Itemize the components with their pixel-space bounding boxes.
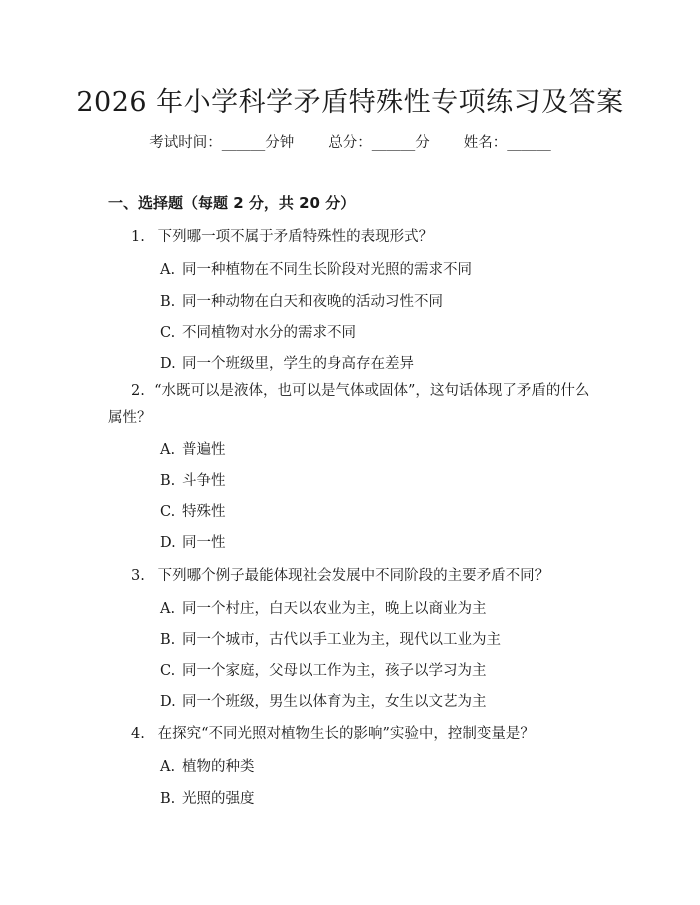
option-text: 同一性 <box>182 535 226 551</box>
option-letter: A. <box>160 442 176 458</box>
option-3b <box>160 628 501 649</box>
option-2d <box>160 531 226 552</box>
exam-time: 考试时间：______分钟 <box>149 135 295 151</box>
option-text: 同一个家庭，父母以工作为主，孩子以学习为主 <box>182 663 487 679</box>
exam-meta <box>0 131 700 152</box>
option-2a <box>160 438 226 459</box>
option-3c <box>160 659 487 680</box>
option-letter: A. <box>160 759 176 775</box>
option-text: 不同植物对水分的需求不同 <box>182 325 356 341</box>
option-text: 同一种植物在不同生长阶段对光照的需求不同 <box>182 262 472 278</box>
question-text: “水既可以是液体，也可以是气体或固体”，这句话体现了矛盾的什么属性？ <box>108 383 590 426</box>
question-number: 4. <box>131 726 145 742</box>
option-4a <box>160 755 255 776</box>
option-text: 同一个班级里，学生的身高存在差异 <box>182 356 414 372</box>
question-number: 2. <box>131 383 145 399</box>
option-2c <box>160 500 226 521</box>
option-letter: B. <box>160 791 176 807</box>
question-2 <box>108 378 603 432</box>
question-text: 下列哪一项不属于矛盾特殊性的表现形式？ <box>157 229 434 245</box>
question-number: 3. <box>131 568 145 584</box>
option-text: 光照的强度 <box>182 791 255 807</box>
option-1c <box>160 321 356 342</box>
option-text: 同一个城市，古代以手工业为主，现代以工业为主 <box>182 632 501 648</box>
page-title: 2026 年小学科学矛盾特殊性专项练习及答案 <box>76 87 624 118</box>
option-1d <box>160 352 414 373</box>
option-letter: D. <box>160 356 176 372</box>
option-letter: A. <box>160 601 176 617</box>
option-2b <box>160 469 226 490</box>
question-3 <box>131 564 549 585</box>
total-score: 总分：______分 <box>328 135 430 151</box>
option-text: 同一个班级，男生以体育为主，女生以文艺为主 <box>182 694 487 710</box>
option-3a <box>160 597 487 618</box>
question-text: 在探究“不同光照对植物生长的影响”实验中，控制变量是？ <box>157 726 535 742</box>
question-4 <box>131 722 535 743</box>
option-letter: C. <box>160 325 176 341</box>
question-text: 下列哪个例子最能体现社会发展中不同阶段的主要矛盾不同？ <box>157 568 550 584</box>
option-letter: B. <box>160 294 176 310</box>
question-number: 1. <box>131 229 145 245</box>
option-letter: C. <box>160 504 176 520</box>
option-4b <box>160 787 255 808</box>
student-name: 姓名：______ <box>463 135 551 151</box>
option-letter: D. <box>160 694 176 710</box>
option-letter: B. <box>160 632 176 648</box>
option-text: 特殊性 <box>182 504 226 520</box>
option-text: 斗争性 <box>182 473 226 489</box>
option-text: 植物的种类 <box>182 759 255 775</box>
option-letter: A. <box>160 262 176 278</box>
option-letter: C. <box>160 663 176 679</box>
option-3d <box>160 690 487 711</box>
question-1 <box>131 225 433 246</box>
option-letter: D. <box>160 535 176 551</box>
option-1b <box>160 290 443 311</box>
option-1a <box>160 258 472 279</box>
option-text: 同一种动物在白天和夜晚的活动习性不同 <box>182 294 443 310</box>
option-text: 同一个村庄，白天以农业为主，晚上以商业为主 <box>182 601 487 617</box>
section-heading: 一、选择题（每题 2 分，共 20 分） <box>108 194 356 212</box>
option-text: 普遍性 <box>182 442 226 458</box>
option-letter: B. <box>160 473 176 489</box>
